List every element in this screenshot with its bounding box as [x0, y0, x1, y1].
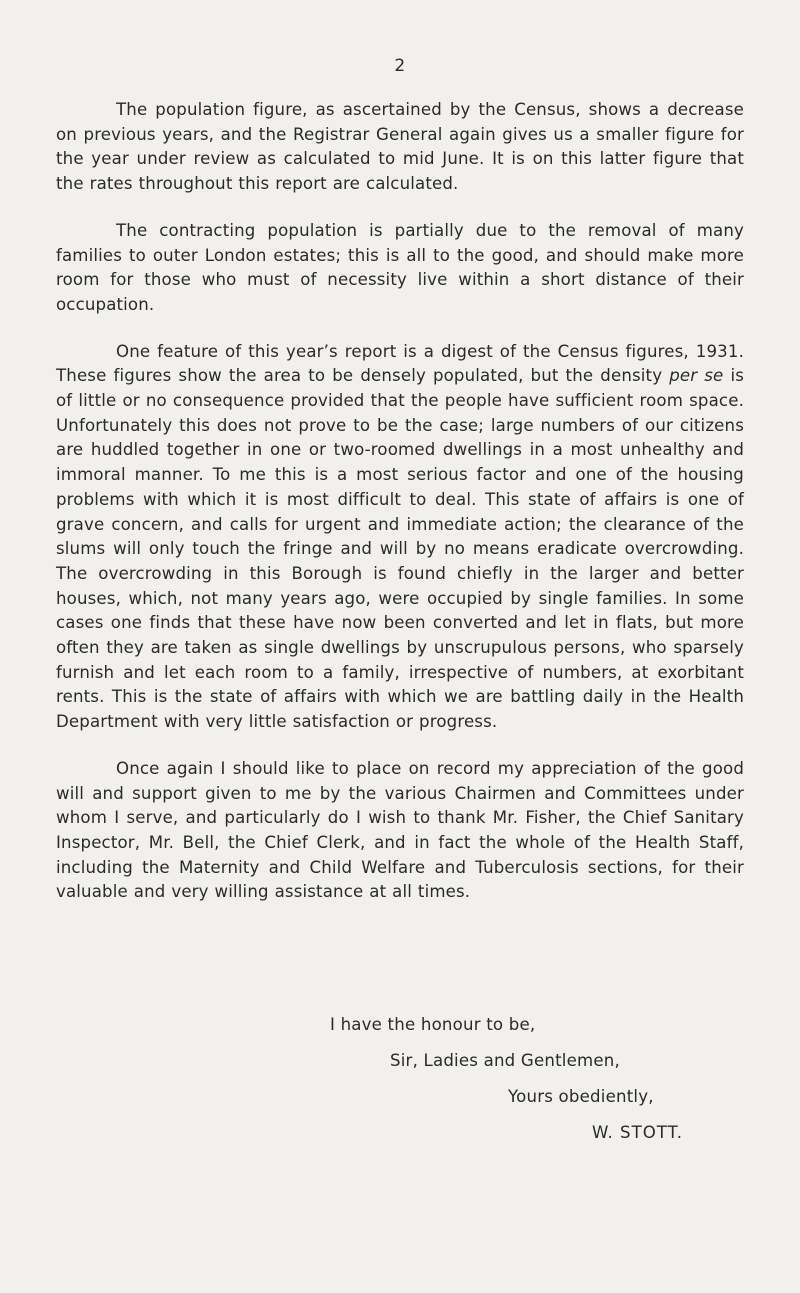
page-number: 2 [394, 56, 406, 76]
closing-salutation: Sir, Ladies and Gentlemen, [390, 1051, 620, 1070]
signature-name: W. STOTT. [592, 1123, 684, 1142]
latin-phrase-per-se: per se [669, 366, 724, 386]
paragraph-contracting-population: The contracting population is partially due to the removal of many families to outer London estates; this is all to the good, and should make more room for those who must of necessity live within a short distance of their occupation. [56, 220, 744, 314]
paragraph-census-digest-part2: is of little or no consequence provided that the people have sufficient room space. Unfortunately this does not prove to be the case; large numbers of our citizens are huddled together in one or two-roomed dwellings in a most unhealthy and immoral manner. To me this is a most serious factor and one of the housing problems with which it is most difficult to deal. This state of affairs is one of grave concern, and calls for urgent and immediate action; the clearance of the slums will only touch the fringe and will by no means eradicate overcrowding. The overcrowding in this Borough is found chiefly in the larger and better houses, which, not many years ago, were occupied by single families. In some cases one finds that these have now been converted and let in flats, but more often they are taken as single dwellings by unscrupulous persons, who sparsely furnish and let each room to a family, irrespective of numbers, at exorbitant rents. This is the state of affairs with which we are battling daily in the Health Department with very little satisfaction or progress. [56, 366, 744, 732]
closing-yours-obediently: Yours obediently, [508, 1087, 654, 1106]
letter-body [56, 98, 744, 927]
paragraph-appreciation: Once again I should like to place on record my appreciation of the good will and support given to me by the various Chairmen and Committees under whom I serve, and particularly do I wish to thank Mr. Fisher, the Chief Sanitary Inspector, Mr. Bell, the Chief Clerk, and in fact the whole of the Health Staff, including the Maternity and Child Welfare and Tuberculosis sections, for their valuable and very willing assistance at all times. [56, 758, 744, 902]
paragraph-population-figure: The population figure, as ascertained by the Census, shows a decrease on previous years, and the Registrar General again gives us a smaller figure for the year under review as calculated to mid June. It is on this latter figure that the rates throughout this report are calculated. [56, 100, 744, 194]
paragraph-census-digest-part1: One feature of this year’s report is a digest of the Census figures, 1931. These figures show the area to be densely populated, but the density [56, 341, 744, 386]
closing-honour-line: I have the honour to be, [330, 1015, 536, 1034]
paragraph-census-digest [56, 340, 744, 735]
